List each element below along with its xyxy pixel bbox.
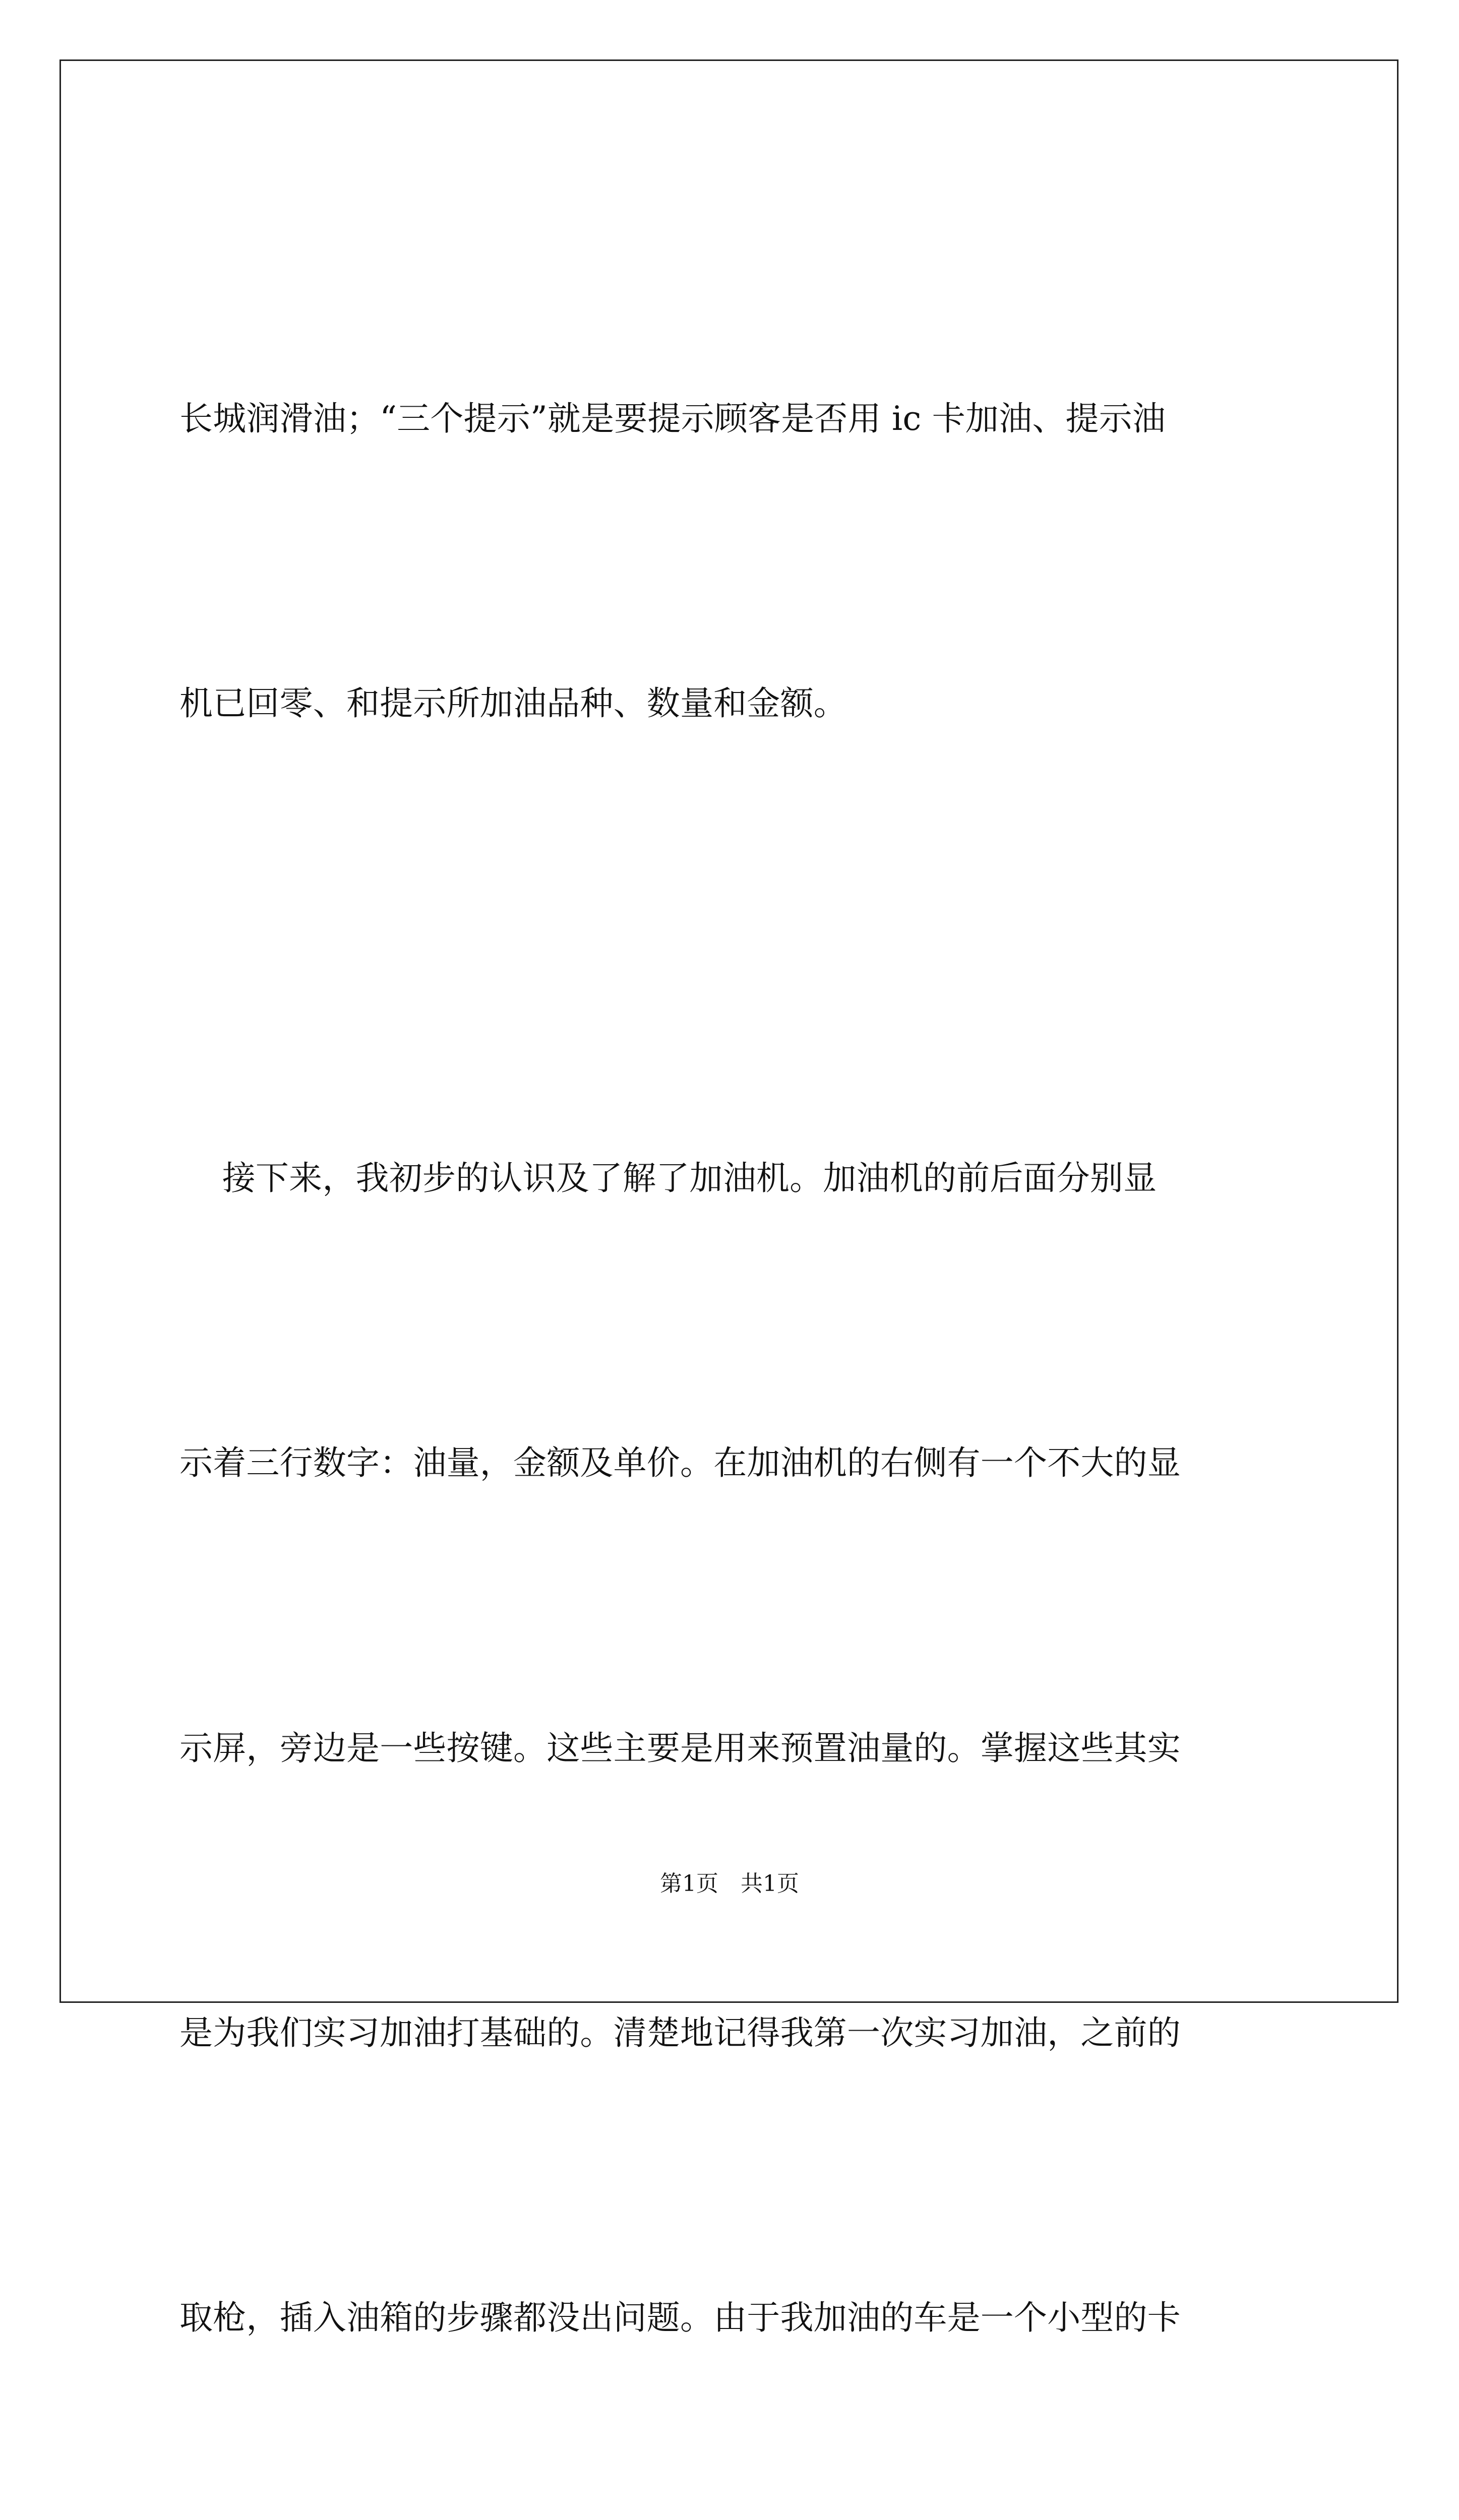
text-line: 示屏，旁边是一些按键。这些主要是用来预置油量的。掌握这些其实 — [179, 1728, 1181, 1768]
text-line: 取枪，插入油箱的步骤都没出问题。由于我加油的车是一个小型的卡 — [179, 2298, 1181, 2337]
text-line: 长城润滑油；“三个提示”就是要提示顾客是否用 ic 卡加油、提示油 — [179, 399, 1166, 438]
paragraph-1 — [179, 181, 1289, 941]
page-footer: 第1页 共1页 — [660, 1871, 799, 1897]
document-body — [179, 181, 1289, 2520]
text-line: 示着三行数字：油量，金额及单价。在加油机的右侧有一个不大的显 — [179, 1443, 1181, 1483]
text-line: 是为我们实习加油打基础的。清楚地记得我第一次实习加油，之前的 — [179, 2013, 1181, 2052]
text-line: 机已回零、和提示所加油品种、数量和金额。 — [179, 684, 847, 723]
paragraph-2 — [179, 941, 1289, 2520]
text-line: 接下来，我初步的认识及了解了加油机。加油机的前后面分别显 — [179, 1159, 1157, 1198]
